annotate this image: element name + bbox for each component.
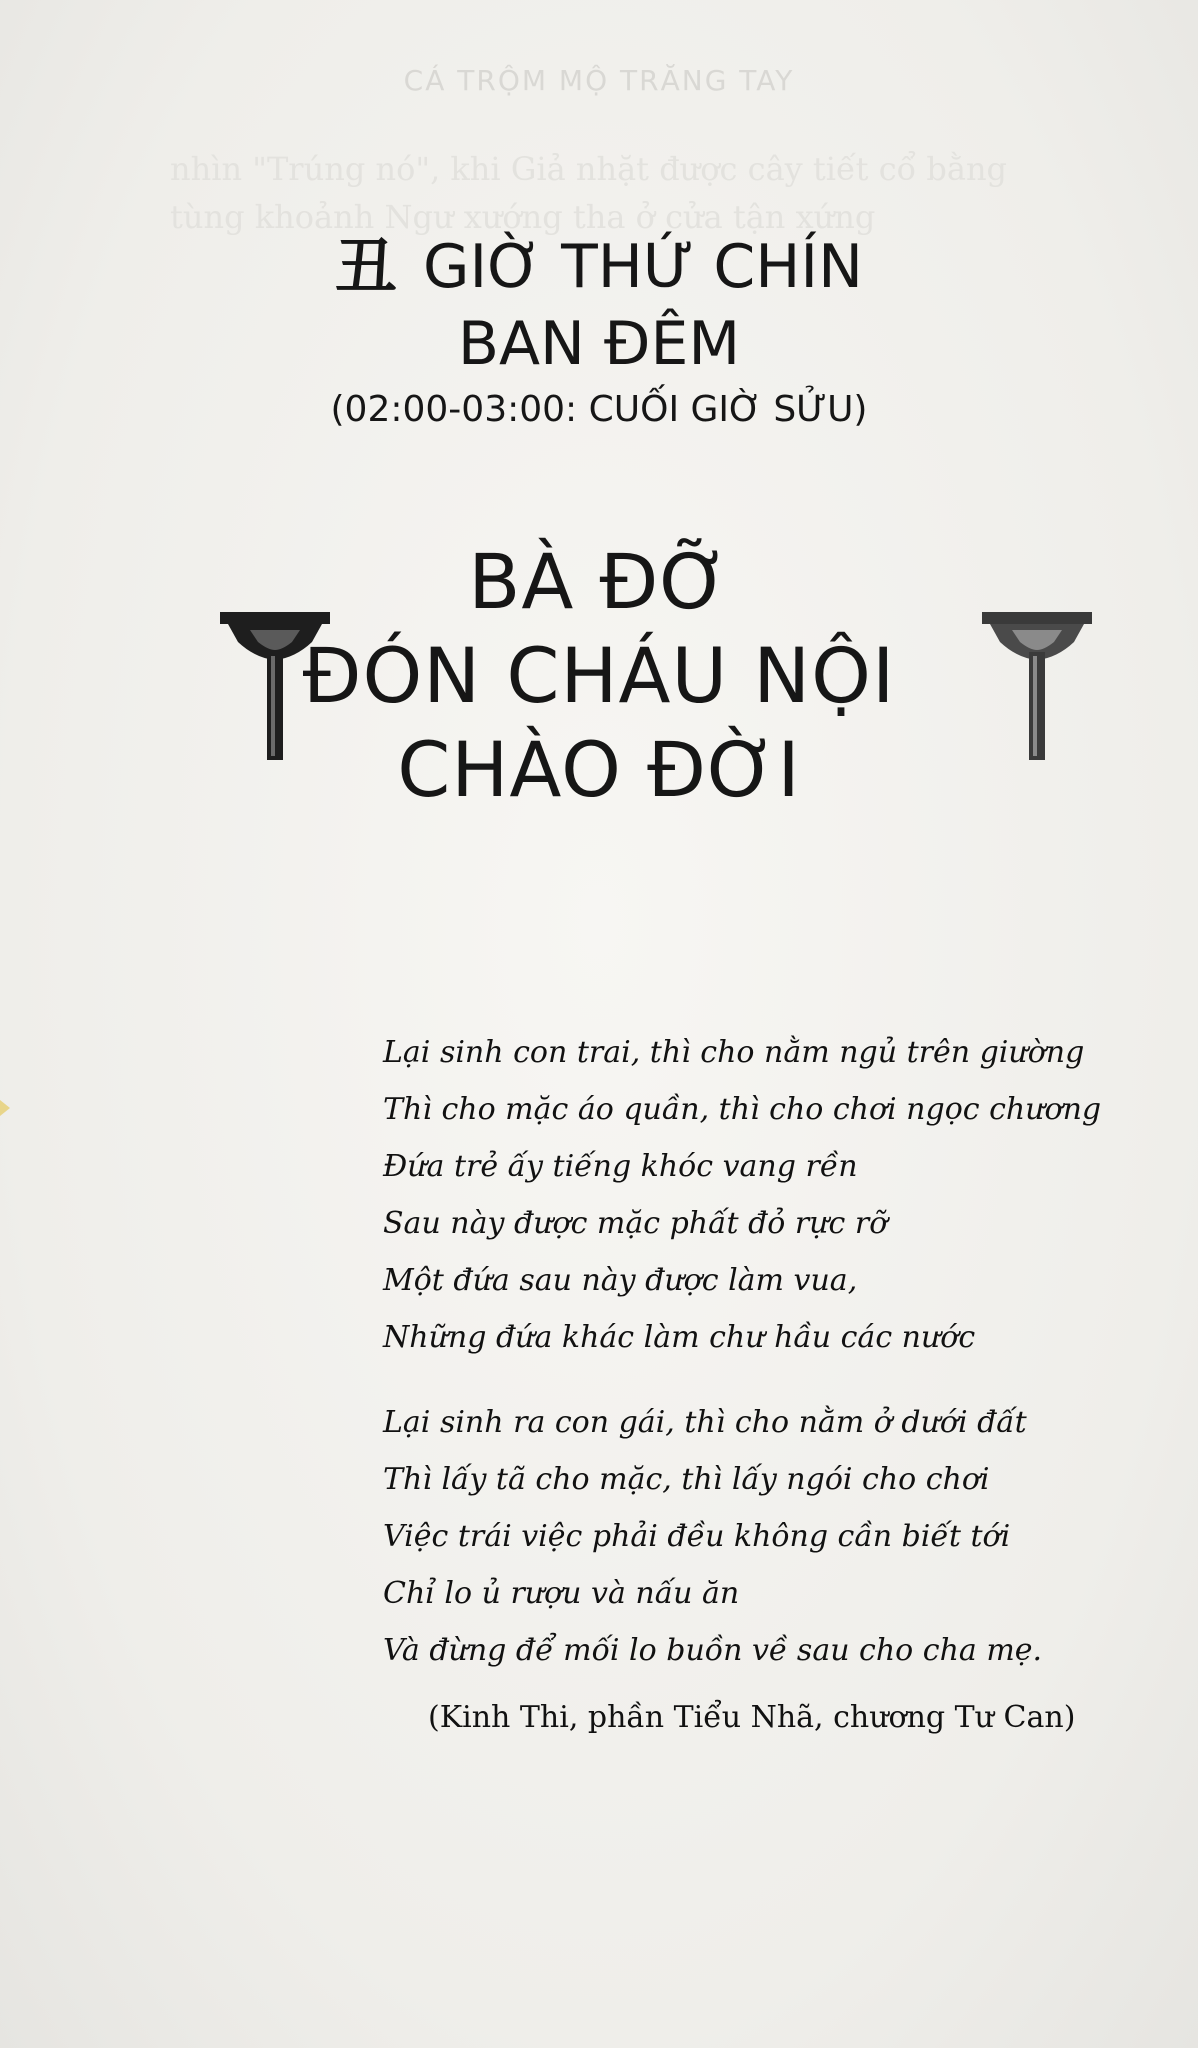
poem-line: Thì cho mặc áo quần, thì cho chơi ngọc chương	[383, 1092, 1102, 1127]
poem-line: Những đứa khác làm chư hầu các nước	[383, 1320, 976, 1355]
chapter-time-range: (02:00-03:00: CUỐI GIỜ SỬU)	[330, 389, 868, 430]
poem-line: Việc trái việc phải đều không cần biết tới	[383, 1519, 1011, 1554]
poem-line: Lại sinh con trai, thì cho nằm ngủ trên giường	[383, 1035, 1085, 1070]
story-title-line: CHÀO ĐỜI	[397, 725, 801, 814]
poem-line: Chỉ lo ủ rượu và nấu ăn	[383, 1576, 740, 1611]
show-through-text: nhìn "Trúng nó", khi Giả nhặt được cây tiết cổ bằng	[170, 150, 1008, 188]
poem-citation: (Kinh Thi, phần Tiểu Nhã, chương Tư Can)	[428, 1700, 1076, 1735]
chapter-night-label: BAN ĐÊM	[457, 309, 741, 379]
chapter-heading-line	[0, 232, 1198, 302]
poem-line: Thì lấy tã cho mặc, thì lấy ngói cho chơi	[383, 1462, 990, 1497]
poem-line: Sau này được mặc phất đỏ rực rỡ	[383, 1206, 888, 1241]
poem-line: Và đừng để mối lo buồn về sau cho cha mẹ.	[383, 1633, 1043, 1668]
poem-line: Đứa trẻ ấy tiếng khóc vang rền	[383, 1149, 858, 1184]
story-title-line: ĐÓN CHÁU NỘI	[302, 631, 896, 720]
chapter-hour-label: GIỜ THỨ CHÍN	[423, 232, 863, 302]
poem-line: Lại sinh ra con gái, thì cho nằm ở dưới đất	[383, 1405, 1027, 1440]
stanza-break	[383, 1366, 1101, 1394]
hourglass-ornament-icon	[982, 612, 1092, 762]
poem	[383, 1024, 1101, 1679]
zodiac-ox-glyph: 丑	[335, 230, 398, 303]
show-through-text: tùng khoảnh Ngư xướng tha ở cửa tận xứng	[170, 198, 876, 236]
running-header: CÁ TRỘM MỘ TRĂNG TAY	[403, 64, 795, 97]
chapter-heading	[0, 232, 1198, 432]
page-edge-mark	[0, 1100, 10, 1116]
story-title-line: BÀ ĐỠ	[468, 537, 730, 626]
poem-line: Một đứa sau này được làm vua,	[383, 1263, 858, 1298]
